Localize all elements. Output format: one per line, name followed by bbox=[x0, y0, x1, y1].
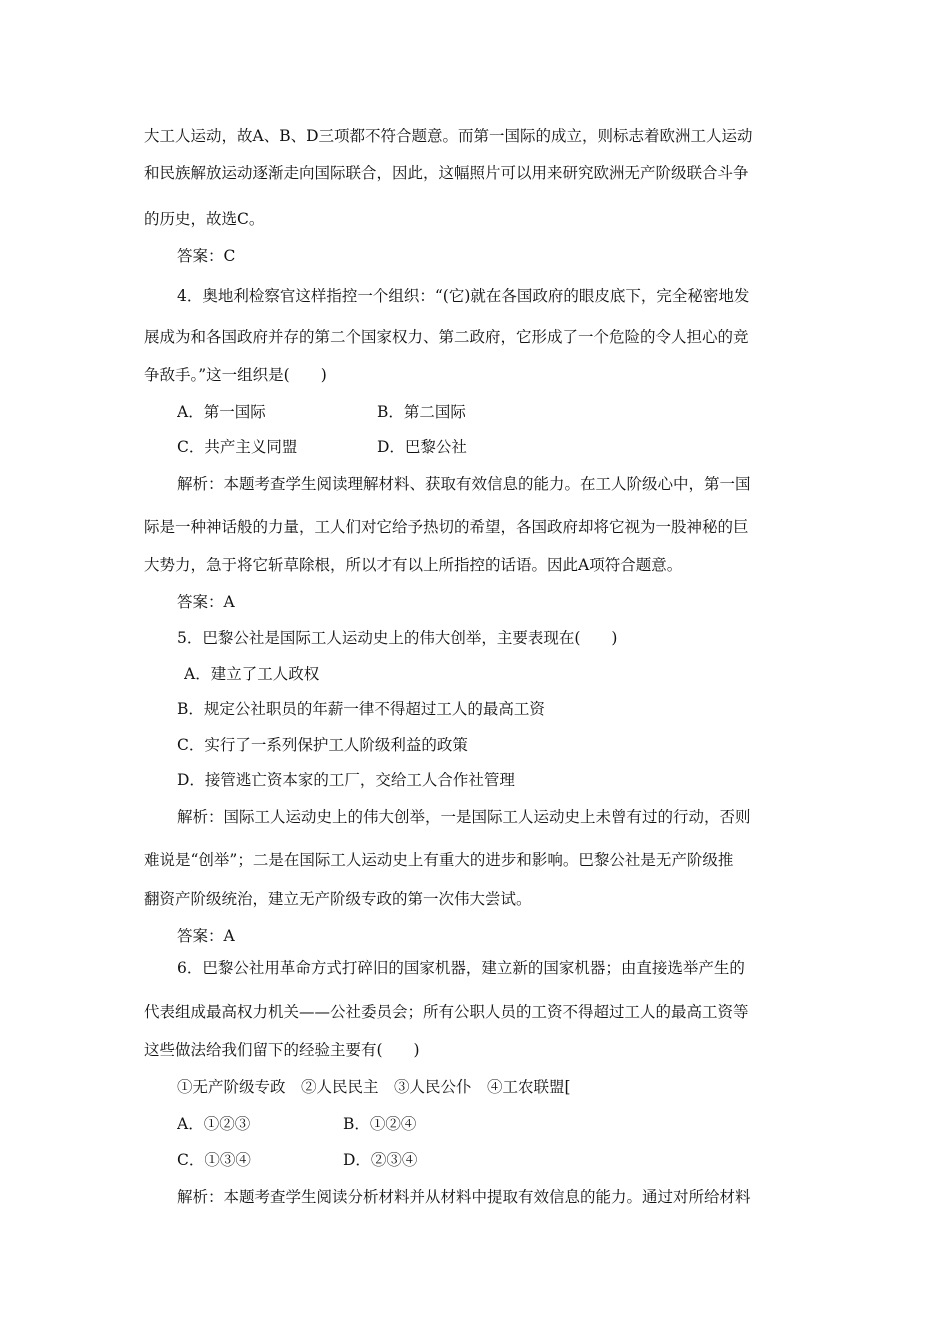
text-line: 和民族解放运动逐渐走向国际联合，因此，这幅照片可以用来研究欧洲无产阶级联合斗争 bbox=[144, 164, 749, 182]
option-a: A．建立了工人政权 bbox=[184, 665, 320, 683]
text-line: 际是一种神话般的力量，工人们对它给予热切的希望，各国政府却将它视为一股神秘的巨 bbox=[144, 518, 749, 536]
text-line: 代表组成最高权力机关——公社委员会；所有公职人员的工资不得超过工人的最高工资等 bbox=[144, 1003, 749, 1021]
option-b: B．规定公社职员的年薪一律不得超过工人的最高工资 bbox=[177, 700, 545, 718]
option-d: D．②③④ bbox=[343, 1151, 418, 1169]
option-b: B．①②④ bbox=[343, 1115, 417, 1133]
analysis-line: 解析：国际工人运动史上的伟大创举，一是国际工人运动史上未曾有过的行动，否则 bbox=[177, 808, 751, 826]
option-a: A．①②③ bbox=[177, 1115, 251, 1133]
option-d: D．接管逃亡资本家的工厂，交给工人合作社管理 bbox=[177, 771, 515, 789]
answer-line: 答案：C bbox=[177, 247, 236, 265]
option-c: C．实行了一系列保护工人阶级利益的政策 bbox=[177, 736, 468, 754]
option-a: A．第一国际 bbox=[177, 403, 266, 421]
text-line: 大工人运动，故A、B、D三项都不符合题意。而第一国际的成立，则标志着欧洲工人运动 bbox=[144, 127, 753, 145]
analysis-line: 解析：本题考查学生阅读理解材料、获取有效信息的能力。在工人阶级心中，第一国 bbox=[177, 475, 751, 493]
text-line: 这些做法给我们留下的经验主要有( ) bbox=[144, 1041, 420, 1059]
statement-list: ①无产阶级专政 ②人民民主 ③人民公仆 ④工农联盟[ bbox=[177, 1078, 571, 1096]
answer-line: 答案：A bbox=[177, 927, 235, 945]
answer-line: 答案：A bbox=[177, 593, 235, 611]
question-5-line: 5．巴黎公社是国际工人运动史上的伟大创举，主要表现在( ) bbox=[177, 629, 618, 647]
text-line: 翻资产阶级统治，建立无产阶级专政的第一次伟大尝试。 bbox=[144, 890, 532, 908]
text-line: 大势力，急于将它斩草除根，所以才有以上所指控的话语。因此A项符合题意。 bbox=[144, 556, 683, 574]
option-c: C．共产主义同盟 bbox=[177, 438, 298, 456]
text-line: 展成为和各国政府并存的第二个国家权力、第二政府，它形成了一个危险的令人担心的竞 bbox=[144, 328, 749, 346]
option-b: B．第二国际 bbox=[377, 403, 466, 421]
question-4-line: 4．奥地利检察官这样指控一个组织：“(它)就在各国政府的眼皮底下，完全秘密地发 bbox=[177, 287, 750, 305]
text-line: 难说是“创举”；二是在国际工人运动史上有重大的进步和影响。巴黎公社是无产阶级推 bbox=[144, 851, 734, 869]
analysis-line: 解析：本题考查学生阅读分析材料并从材料中提取有效信息的能力。通过对所给材料 bbox=[177, 1188, 751, 1206]
text-line: 争敌手。”这一组织是( ) bbox=[144, 366, 327, 384]
option-c: C．①③④ bbox=[177, 1151, 251, 1169]
question-6-line: 6．巴黎公社用革命方式打碎旧的国家机器，建立新的国家机器；由直接选举产生的 bbox=[177, 959, 745, 977]
text-line: 的历史，故选C。 bbox=[144, 210, 265, 228]
option-d: D．巴黎公社 bbox=[377, 438, 467, 456]
